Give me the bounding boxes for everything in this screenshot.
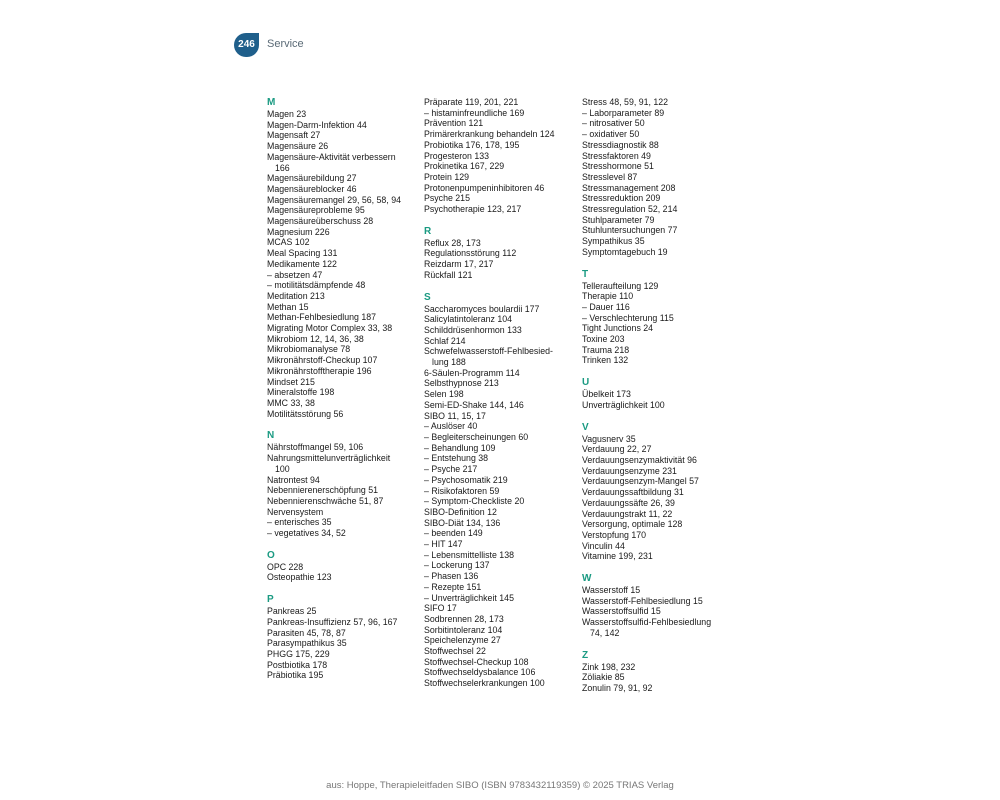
- index-entry: Vitamine 199, 231: [582, 551, 653, 562]
- index-entry: Prokinetika 167, 229: [424, 161, 505, 172]
- index-entry: Verdauungsenzymaktivität 96: [582, 454, 697, 465]
- index-entry: Medikamente 122: [267, 258, 337, 269]
- index-entry: Salicylatintoleranz 104: [424, 314, 513, 325]
- index-entry: Pankreas-Insuffizienz 57, 96, 167: [267, 616, 398, 627]
- index-entry: – Behandlung 109: [424, 442, 496, 453]
- index-entry: Primärerkrankung behandeln 124: [424, 129, 555, 140]
- index-section: [582, 269, 742, 367]
- index-entry: – Laborparameter 89: [582, 107, 665, 118]
- index-entry: – Entstehung 38: [424, 453, 489, 464]
- index-column-3: [582, 97, 742, 705]
- index-section: [267, 594, 427, 681]
- section-letter: V: [582, 421, 589, 433]
- index-section: [582, 650, 742, 694]
- index-entry: 6-Säulen-Programm 114: [424, 367, 520, 378]
- section-letter: O: [267, 549, 275, 561]
- index-entry: Progesteron 133: [424, 150, 490, 161]
- index-entry: – Risikofaktoren 59: [424, 485, 500, 496]
- index-entry: Stresshormone 51: [582, 161, 654, 172]
- index-entry: Nährstoffmangel 59, 106: [267, 442, 364, 453]
- index-entry: Therapie 110: [582, 291, 634, 302]
- index-entry: – oxidativer 50: [582, 129, 640, 140]
- index-entry: – Psychosomatik 219: [424, 474, 508, 485]
- index-section: [582, 573, 742, 639]
- index-entry: Verdauungsenzyme 231: [582, 465, 677, 476]
- index-entry: Nebennierenerschöpfung 51: [267, 485, 379, 496]
- index-entry: Wasserstoffsulfid-Fehlbesiedlung: [582, 617, 712, 628]
- section-letter: T: [582, 268, 589, 280]
- index-entry: Mikrobiom 12, 14, 36, 38: [267, 333, 364, 344]
- index-section: [582, 97, 742, 258]
- index-entry: – histaminfreundliche 169: [424, 107, 525, 118]
- index-entry: – Begleiterscheinungen 60: [424, 431, 529, 442]
- index-entry: Präbiotika 195: [267, 670, 324, 681]
- index-entry: Magensäureüberschuss 28: [267, 216, 374, 227]
- index-entry: Magensäuremangel 29, 56, 58, 94: [267, 194, 402, 205]
- index-entry: 166: [275, 162, 290, 173]
- index-section: [582, 422, 742, 562]
- index-entry: 74, 142: [590, 627, 620, 638]
- index-entry: Nebennierenschwäche 51, 87: [267, 495, 384, 506]
- index-entry: Stuhluntersuchungen 77: [582, 225, 678, 236]
- index-entry: – nitrosativer 50: [582, 118, 645, 129]
- index-entry: SIBO-Diät 134, 136: [424, 517, 501, 528]
- index-entry: Magen 23: [267, 109, 307, 119]
- index-entry: Magensäureprobleme 95: [267, 205, 365, 216]
- index-entry: SIFO 17: [424, 603, 457, 614]
- index-entry: Magnesium 226: [267, 226, 330, 237]
- index-entry: Übelkeit 173: [582, 389, 631, 400]
- index-entry: Magensaft 27: [267, 130, 321, 141]
- index-entry: Stuhlparameter 79: [582, 214, 655, 225]
- index-entry: – Dauer 116: [582, 301, 630, 312]
- index-entry: Regulationsstörung 112: [424, 248, 517, 259]
- index-entry: – vegetatives 34, 52: [267, 528, 346, 539]
- index-entry: Magensäureblocker 46: [267, 183, 357, 194]
- index-entry: Wasserstoff-Fehlbesiedlung 15: [582, 595, 703, 606]
- index-section: [424, 226, 584, 281]
- index-entry: Wasserstoff 15: [582, 585, 641, 596]
- index-entry: Telleraufteilung 129: [582, 280, 659, 291]
- index-entry: Verdauungsenzym-Mangel 57: [582, 476, 699, 487]
- index-entry: Schwefelwasserstoff-Fehlbesied-: [424, 346, 553, 357]
- index-entry: Stressmanagement 208: [582, 182, 676, 193]
- index-entry: Semi-ED-Shake 144, 146: [424, 399, 524, 410]
- index-section: [424, 292, 584, 689]
- index-entry: Verdauungstrakt 11, 22: [582, 508, 673, 519]
- index-entry: Protein 129: [424, 171, 469, 182]
- index-entry: Osteopathie 123: [267, 572, 332, 583]
- index-entry: 100: [275, 463, 290, 474]
- index-entry: Psychotherapie 123, 217: [424, 204, 522, 215]
- index-entry: Symptomtagebuch 19: [582, 246, 668, 257]
- index-entry: Sympathikus 35: [582, 236, 645, 247]
- index-entry: – Phasen 136: [424, 571, 479, 582]
- index-entry: Reizdarm 17, 217: [424, 259, 494, 270]
- index-entry: Stressregulation 52, 214: [582, 204, 678, 215]
- index-section: [267, 430, 427, 538]
- index-entry: Mikronährstoff-Checkup 107: [267, 355, 378, 366]
- index-entry: Schilddrüsenhormon 133: [424, 324, 522, 335]
- index-entry: Mindset 215: [267, 376, 315, 387]
- section-letter: Z: [582, 649, 589, 661]
- section-letter: S: [424, 291, 431, 303]
- index-entry: Prävention 121: [424, 118, 484, 129]
- index-entry: Protonenpumpeninhibitoren 46: [424, 182, 545, 193]
- index-entry: Trinken 132: [582, 355, 629, 366]
- index-entry: SIBO-Definition 12: [424, 506, 497, 517]
- index-entry: Rückfall 121: [424, 269, 473, 280]
- index-entry: – motilitätsdämpfende 48: [267, 280, 366, 291]
- index-entry: Verdauung 22, 27: [582, 444, 652, 455]
- index-entry: Stresslevel 87: [582, 171, 638, 182]
- index-entry: Parasiten 45, 78, 87: [267, 627, 346, 638]
- index-entry: Nervensystem: [267, 506, 324, 517]
- index-entry: – Lebensmittelliste 138: [424, 549, 514, 560]
- running-head: Service: [267, 38, 304, 50]
- index-entry: Natrontest 94: [267, 474, 320, 485]
- index-entry: Sorbitintoleranz 104: [424, 624, 503, 635]
- index-entry: – Lockerung 137: [424, 560, 490, 571]
- index-entry: MCAS 102: [267, 237, 310, 248]
- index-entry: – Unverträglichkeit 145: [424, 592, 514, 603]
- index-entry: Tight Junctions 24: [582, 323, 654, 334]
- index-entry: Saccharomyces boulardii 177: [424, 303, 540, 314]
- index-entry: Zink 198, 232: [582, 661, 636, 672]
- index-section: [424, 97, 584, 215]
- index-entry: Stressreduktion 209: [582, 193, 661, 204]
- index-entry: MMC 33, 38: [267, 397, 315, 408]
- index-entry: Trauma 218: [582, 344, 630, 355]
- index-entry: Unverträglichkeit 100: [582, 399, 665, 410]
- index-entry: – beenden 149: [424, 528, 483, 539]
- index-entry: Migrating Motor Complex 33, 38: [267, 323, 393, 334]
- section-letter: R: [424, 225, 432, 237]
- index-entry: Stoffwechselerkrankungen 100: [424, 678, 545, 689]
- index-entry: Schlaf 214: [424, 335, 466, 346]
- index-entry: Präparate 119, 201, 221: [424, 97, 519, 107]
- index-entry: Verstopfung 170: [582, 529, 647, 540]
- section-letter: W: [582, 573, 592, 585]
- index-section: [267, 97, 427, 419]
- index-entry: – absetzen 47: [267, 269, 323, 280]
- index-entry: Zonulin 79, 91, 92: [582, 682, 653, 693]
- index-entry: Stressfaktoren 49: [582, 150, 651, 161]
- index-entry: lung 188: [432, 357, 466, 368]
- index-entry: – Verschlechterung 115: [582, 312, 674, 323]
- index-column-1: [267, 97, 427, 692]
- index-entry: PHGG 175, 229: [267, 648, 330, 659]
- index-entry: Stoffwechsel-Checkup 108: [424, 656, 529, 667]
- index-entry: – Rezepte 151: [424, 581, 482, 592]
- index-entry: Mineralstoffe 198: [267, 387, 335, 398]
- index-entry: Versorgung, optimale 128: [582, 519, 683, 530]
- index-entry: Parasympathikus 35: [267, 638, 347, 649]
- index-entry: Zöliakie 85: [582, 672, 625, 683]
- index-entry: Speichelenzyme 27: [424, 635, 501, 646]
- source-footer: aus: Hoppe, Therapieleitfaden SIBO (ISBN 9783432119359) © 2025 TRIAS Verlag: [326, 780, 674, 791]
- index-entry: Selbsthypnose 213: [424, 378, 499, 389]
- index-entry: Stoffwechsel 22: [424, 646, 486, 657]
- index-entry: Stoffwechseldysbalance 106: [424, 667, 536, 678]
- index-entry: Magensäurebildung 27: [267, 173, 357, 184]
- index-entry: Postbiotika 178: [267, 659, 328, 670]
- index-entry: Magensäure-Aktivität verbessern: [267, 151, 396, 162]
- index-entry: Sodbrennen 28, 173: [424, 613, 504, 624]
- index-entry: Verdauungssaftbildung 31: [582, 487, 684, 498]
- index-entry: Reflux 28, 173: [424, 237, 481, 248]
- index-entry: Verdauungssäfte 26, 39: [582, 497, 675, 508]
- index-column-2: [424, 97, 584, 700]
- index-entry: Motilitätsstörung 56: [267, 408, 344, 419]
- index-entry: Magensäure 26: [267, 141, 329, 152]
- index-entry: Meal Spacing 131: [267, 248, 338, 259]
- index-entry: OPC 228: [267, 561, 304, 572]
- index-entry: Magen-Darm-Infektion 44: [267, 119, 367, 130]
- index-entry: Vagusnerv 35: [582, 433, 636, 444]
- index-entry: – Symptom-Checkliste 20: [424, 496, 525, 507]
- index-entry: Methan 15: [267, 301, 309, 312]
- index-entry: Psyche 215: [424, 193, 470, 204]
- index-entry: Stress 48, 59, 91, 122: [582, 97, 669, 107]
- index-entry: – enterisches 35: [267, 517, 332, 528]
- section-letter: P: [267, 594, 274, 606]
- index-entry: – HIT 147: [424, 539, 463, 550]
- index-entry: Stressdiagnostik 88: [582, 139, 659, 150]
- index-entry: Probiotika 176, 178, 195: [424, 139, 520, 150]
- section-letter: U: [582, 377, 590, 389]
- index-entry: – Psyche 217: [424, 464, 478, 475]
- page-number-badge: 246: [234, 33, 259, 57]
- index-section: [267, 550, 427, 583]
- index-entry: Selen 198: [424, 389, 464, 400]
- index-entry: Toxine 203: [582, 334, 625, 345]
- section-letter: N: [267, 430, 275, 442]
- index-entry: Pankreas 25: [267, 606, 317, 617]
- index-entry: Meditation 213: [267, 290, 325, 301]
- index-entry: – Auslöser 40: [424, 421, 478, 432]
- index-section: [582, 377, 742, 410]
- index-entry: Mikronährstofftherapie 196: [267, 365, 372, 376]
- index-entry: Vinculin 44: [582, 540, 625, 551]
- section-letter: M: [267, 97, 276, 108]
- index-entry: Nahrungsmittelunverträglichkeit: [267, 453, 391, 464]
- index-entry: Wasserstoffsulfid 15: [582, 606, 661, 617]
- index-entry: Mikrobiomanalyse 78: [267, 344, 351, 355]
- index-entry: Methan-Fehlbesiedlung 187: [267, 312, 377, 323]
- index-entry: SIBO 11, 15, 17: [424, 410, 486, 421]
